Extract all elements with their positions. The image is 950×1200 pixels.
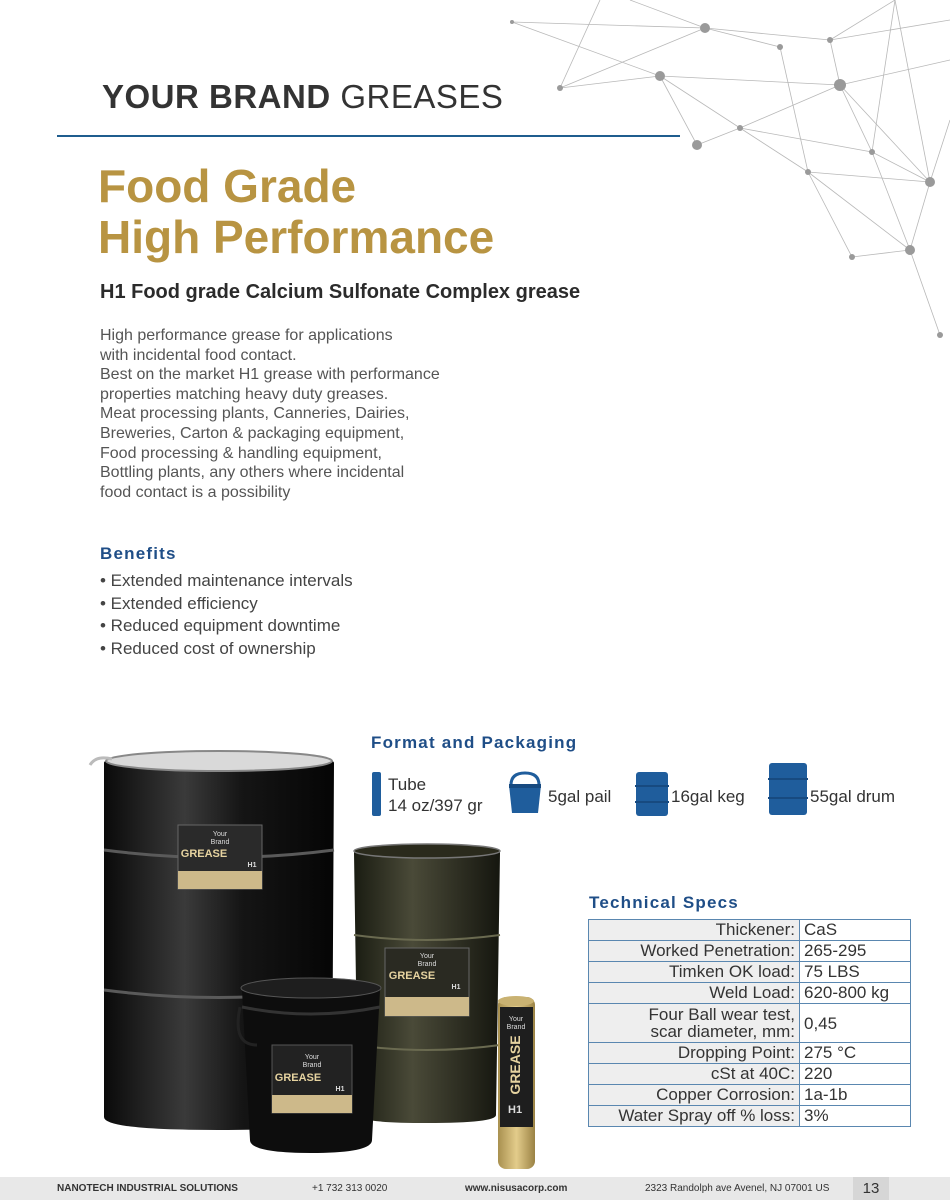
tube-label-line-1: Tube [388,775,427,794]
table-row [589,1106,911,1127]
description-line: High performance grease for applications [100,327,393,344]
pail-5gal [238,978,381,1153]
tube-label [388,774,483,816]
keg-icon [635,771,669,817]
spec-value: 0,45 [800,1004,911,1043]
description-line: Meat processing plants, Canneries, Dairies, [100,405,410,423]
benefit-item: • Extended efficiency [100,593,258,613]
page-number: 13 [853,1177,889,1200]
benefit-item: • Reduced equipment downtime [100,616,341,635]
hero-line-1: Food Grade [98,160,357,212]
benefits-heading: Benefits [100,544,177,563]
drum-icon [768,762,808,816]
tube-icon [372,772,381,816]
drum-label-brand: Brand [210,839,230,846]
hero-title [98,161,494,263]
spec-key: Copper Corrosion: [589,1085,800,1106]
keg-label-your: Your [419,953,435,960]
footer-phone: +1 732 313 0020 [312,1183,388,1194]
table-row [589,1004,911,1043]
tube-label-grease: GREASE [507,1035,523,1095]
keg-label-h1: H1 [451,984,461,991]
product-subtitle: H1 Food grade Calcium Sulfonate Complex grease [100,281,581,303]
spec-key: Water Spray off % loss: [589,1106,800,1127]
spec-value: 265-295 [800,941,911,962]
table-row [589,962,911,983]
description-line: Food processing & handling equipment, [100,444,382,462]
keg-16gal [354,844,500,1123]
spec-key: cSt at 40C: [589,1064,800,1085]
pail-label-your: Your [304,1054,320,1061]
description-line: Bottling plants, any others where incidental [100,464,405,482]
spec-value: 1a-1b [800,1085,911,1106]
drum-label-your: Your [212,831,228,838]
benefits-list [100,570,353,660]
keg-label-grease: GREASE [388,970,436,982]
spec-value: CaS [800,920,911,941]
tube-14oz [498,996,535,1169]
spec-key [589,1004,800,1043]
tube-label-h1: H1 [508,1104,523,1116]
spec-key: Worked Penetration: [589,941,800,962]
keg-label: 16gal keg [671,787,745,806]
pail-label-h1: H1 [335,1086,345,1093]
spec-value: 275 °C [800,1043,911,1064]
spec-key-line-2: scar diameter, mm: [650,1022,795,1041]
brand-title [102,78,503,116]
spec-key: Timken OK load: [589,962,800,983]
table-row [589,941,911,962]
packaging-heading: Format and Packaging [371,733,578,752]
keg-label-brand: Brand [417,961,437,968]
description-line: properties matching heavy duty greases. [100,385,389,403]
drum-label: 55gal drum [810,787,896,806]
footer-company: NANOTECH INDUSTRIAL SOLUTIONS [57,1183,238,1194]
table-row [589,983,911,1004]
spec-value: 620-800 kg [800,983,911,1004]
spec-value: 75 LBS [800,962,911,983]
pail-label-brand: Brand [302,1062,322,1069]
description-line: food contact is a possibility [100,483,291,501]
table-row [589,1085,911,1106]
page-footer [0,1177,950,1200]
brand-title-light: GREASES [330,78,504,115]
spec-value: 220 [800,1064,911,1085]
description-line: Best on the market H1 grease with performance [100,366,440,384]
table-row [589,1043,911,1064]
table-row [589,920,911,941]
hero-line-2: High Performance [98,211,495,263]
spec-key-line-1: Four Ball wear test, [648,1005,795,1024]
tube-label-brand: Brand [506,1024,526,1031]
spec-value: 3% [800,1106,911,1127]
description-line: with incidental food contact. [100,346,297,364]
tube-label-your: Your [508,1016,524,1023]
footer-website[interactable]: www.nisusacorp.com [465,1183,568,1194]
pail-label-grease: GREASE [274,1072,322,1084]
drum-label-grease: GREASE [180,848,228,860]
benefit-item: • Extended maintenance intervals [100,571,353,590]
product-description [100,326,500,502]
spec-key: Weld Load: [589,983,800,1004]
table-row [589,1064,911,1085]
pail-label: 5gal pail [548,787,612,806]
tube-label-line-2: 14 oz/397 gr [388,796,483,815]
drum-label-h1: H1 [247,862,257,869]
spec-key: Dropping Point: [589,1043,800,1064]
pail-icon [507,771,543,815]
benefit-item: • Reduced cost of ownership [100,638,316,658]
specs-heading: Technical Specs [589,893,739,912]
spec-key: Thickener: [589,920,800,941]
brand-title-bold: YOUR BRAND [102,78,331,115]
footer-address: 2323 Randolph ave Avenel, NJ 07001 US [645,1183,830,1194]
header-divider [57,135,680,137]
specs-table [588,919,911,1127]
description-line: Breweries, Carton & packaging equipment, [100,424,405,442]
